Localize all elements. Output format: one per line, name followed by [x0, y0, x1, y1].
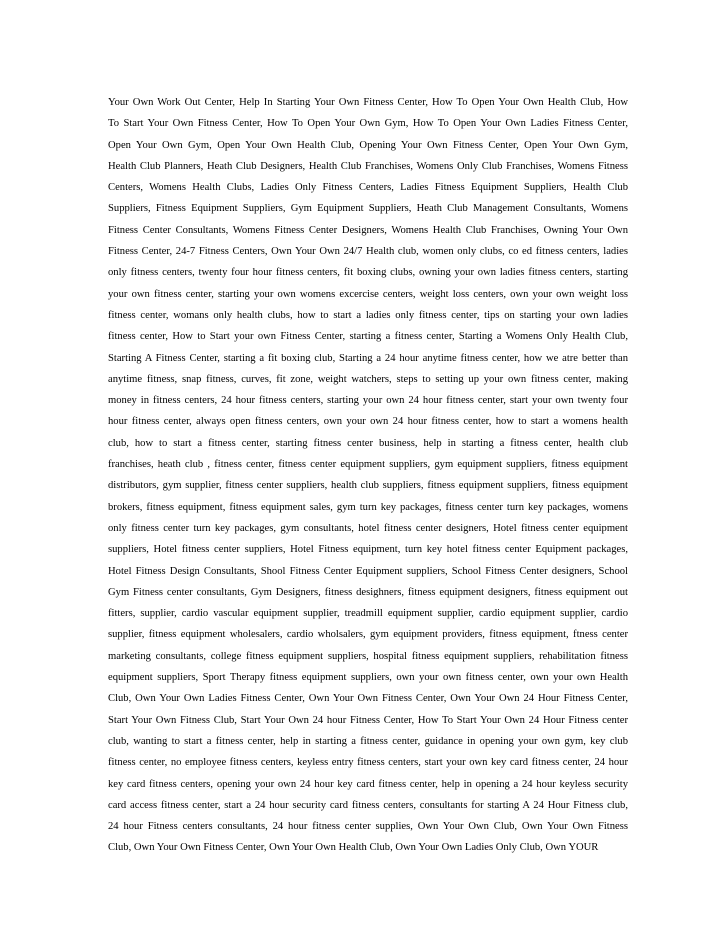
- text-line: fitness center, How to Start your own Fitness Center, starting a fitness center, Starting a Womens Only Health Club,: [108, 331, 628, 343]
- body-text: [108, 92, 628, 859]
- text-line: Your Own Work Out Center, Help In Starting Your Own Fitness Center, How To Open Your Own Health Club, How: [108, 97, 628, 108]
- text-line: fitness center, no employee fitness centers, keyless entry fitness centers, start your own key card fitness center, 24 hour: [108, 757, 628, 769]
- text-line: Hotel Fitness Design Consultants, Shool Fitness Center Equipment suppliers, School Fitness Center designers, School: [108, 565, 628, 577]
- text-line: brokers, fitness equipment, fitness equipment sales, gym turn key packages, fitness center turn key packages, womens: [108, 501, 628, 513]
- text-line: card access fitness center, start a 24 hour security card fitness centers, consultants for starting A 24 Hour Fitness club,: [108, 799, 628, 811]
- text-line: Suppliers, Fitness Equipment Suppliers, Gym Equipment Suppliers, Heath Club Management Consultants, Womens: [108, 203, 628, 215]
- text-line: your own fitness center, starting your own womens excercise centers, weight loss centers, own your own weight loss: [108, 288, 628, 300]
- text-line: Open Your Own Gym, Open Your Own Health Club, Opening Your Own Fitness Center, Open Your Own Gym,: [108, 139, 628, 151]
- text-line: 24 hour Fitness centers consultants, 24 hour fitness center supplies, Own Your Own Club, Own Your Own Fitness: [108, 821, 628, 833]
- text-line: distributors, gym supplier, fitness center suppliers, health club suppliers, fitness equipment suppliers, fitness equipment: [108, 480, 628, 492]
- text-line: Centers, Womens Health Clubs, Ladies Only Fitness Centers, Ladies Fitness Equipment Suppliers, Health Club: [108, 182, 628, 194]
- text-line: To Start Your Own Fitness Center, How To Open Your Own Gym, How To Open Your Own Ladies Fitness Center,: [108, 118, 628, 130]
- text-line: Club, Own Your Own Fitness Center, Own Your Own Health Club, Own Your Own Ladies Only Club, Own YOUR: [108, 842, 599, 854]
- text-line: Fitness Center Consultants, Womens Fitness Center Designers, Womens Health Club Franchises, Owning Your Own: [108, 224, 628, 236]
- text-line: supplier, fitness equipment wholesalers, cardio wholsalers, gym equipment providers, fitness equipment, ftness center: [108, 629, 628, 641]
- text-line: anytime fitness, snap fitness, curves, fit zone, weight watchers, steps to setting up your own fitness center, making: [108, 373, 628, 385]
- text-line: key card fitness centers, opening your own 24 hour key card fitness center, help in opening a 24 hour keyless security: [108, 778, 628, 790]
- text-line: Fitness Center, 24-7 Fitness Centers, Own Your Own 24/7 Health club, women only clubs, co ed fitness centers, ladies: [108, 246, 628, 258]
- text-line: fitness center, womans only health clubs, how to start a ladies only fitness center, tips on starting your own ladies: [108, 309, 628, 321]
- text-line: hour fitness center, always open fitness centers, own your own 24 hour fitness center, how to start a womens health: [108, 416, 628, 428]
- text-line: only fitness center turn key packages, gym consultants, hotel fitness center designers, Hotel fitness center equipment: [108, 522, 628, 534]
- text-line: Health Club Planners, Heath Club Designers, Health Club Franchises, Womens Only Club Franchises, Womens Fitness: [108, 160, 628, 172]
- text-line: Starting A Fitness Center, starting a fit boxing club, Starting a 24 hour anytime fitness center, how we atre better than: [108, 352, 628, 364]
- text-line: Club, Own Your Own Ladies Fitness Center, Own Your Own Fitness Center, Own Your Own 24 Hour Fitness Center,: [108, 693, 628, 705]
- text-line: money in fitness centers, 24 hour fitness centers, starting your own 24 hour fitness center, start your own twenty four: [108, 395, 628, 407]
- text-line: franchises, heath club , fitness center, fitness center equipment suppliers, gym equipment suppliers, fitness equipment: [108, 459, 628, 471]
- text-line: Gym Fitness center consultants, Gym Designers, fitness desighners, fitness equipment designers, fitness equipment out: [108, 586, 628, 598]
- text-line: club, how to start a fitness center, starting fitness center business, help in starting a fitness center, health club: [108, 437, 628, 449]
- text-line: marketing consultants, college fitness equipment suppliers, hospital fitness equipment suppliers, rehabilitation fitness: [108, 650, 628, 662]
- text-line: only fitness centers, twenty four hour fitness centers, fit boxing clubs, owning your own ladies fitness centers, starting: [108, 267, 628, 279]
- text-line: equipment suppliers, Sport Therapy fitness equipment suppliers, own your own fitness center, own your own Health: [108, 672, 628, 684]
- text-line: Start Your Own Fitness Club, Start Your Own 24 hour Fitness Center, How To Start Your Own 24 Hour Fitness center: [108, 714, 628, 726]
- text-line: club, wanting to start a fitness center, help in starting a fitness center, guidance in opening your own gym, key club: [108, 735, 628, 747]
- text-line: suppliers, Hotel fitness center suppliers, Hotel Fitness equipment, turn key hotel fitness center Equipment packages,: [108, 544, 628, 556]
- text-line: fitters, supplier, cardio vascular equipment supplier, treadmill equipment supplier, cardio equipment supplier, cardio: [108, 608, 628, 620]
